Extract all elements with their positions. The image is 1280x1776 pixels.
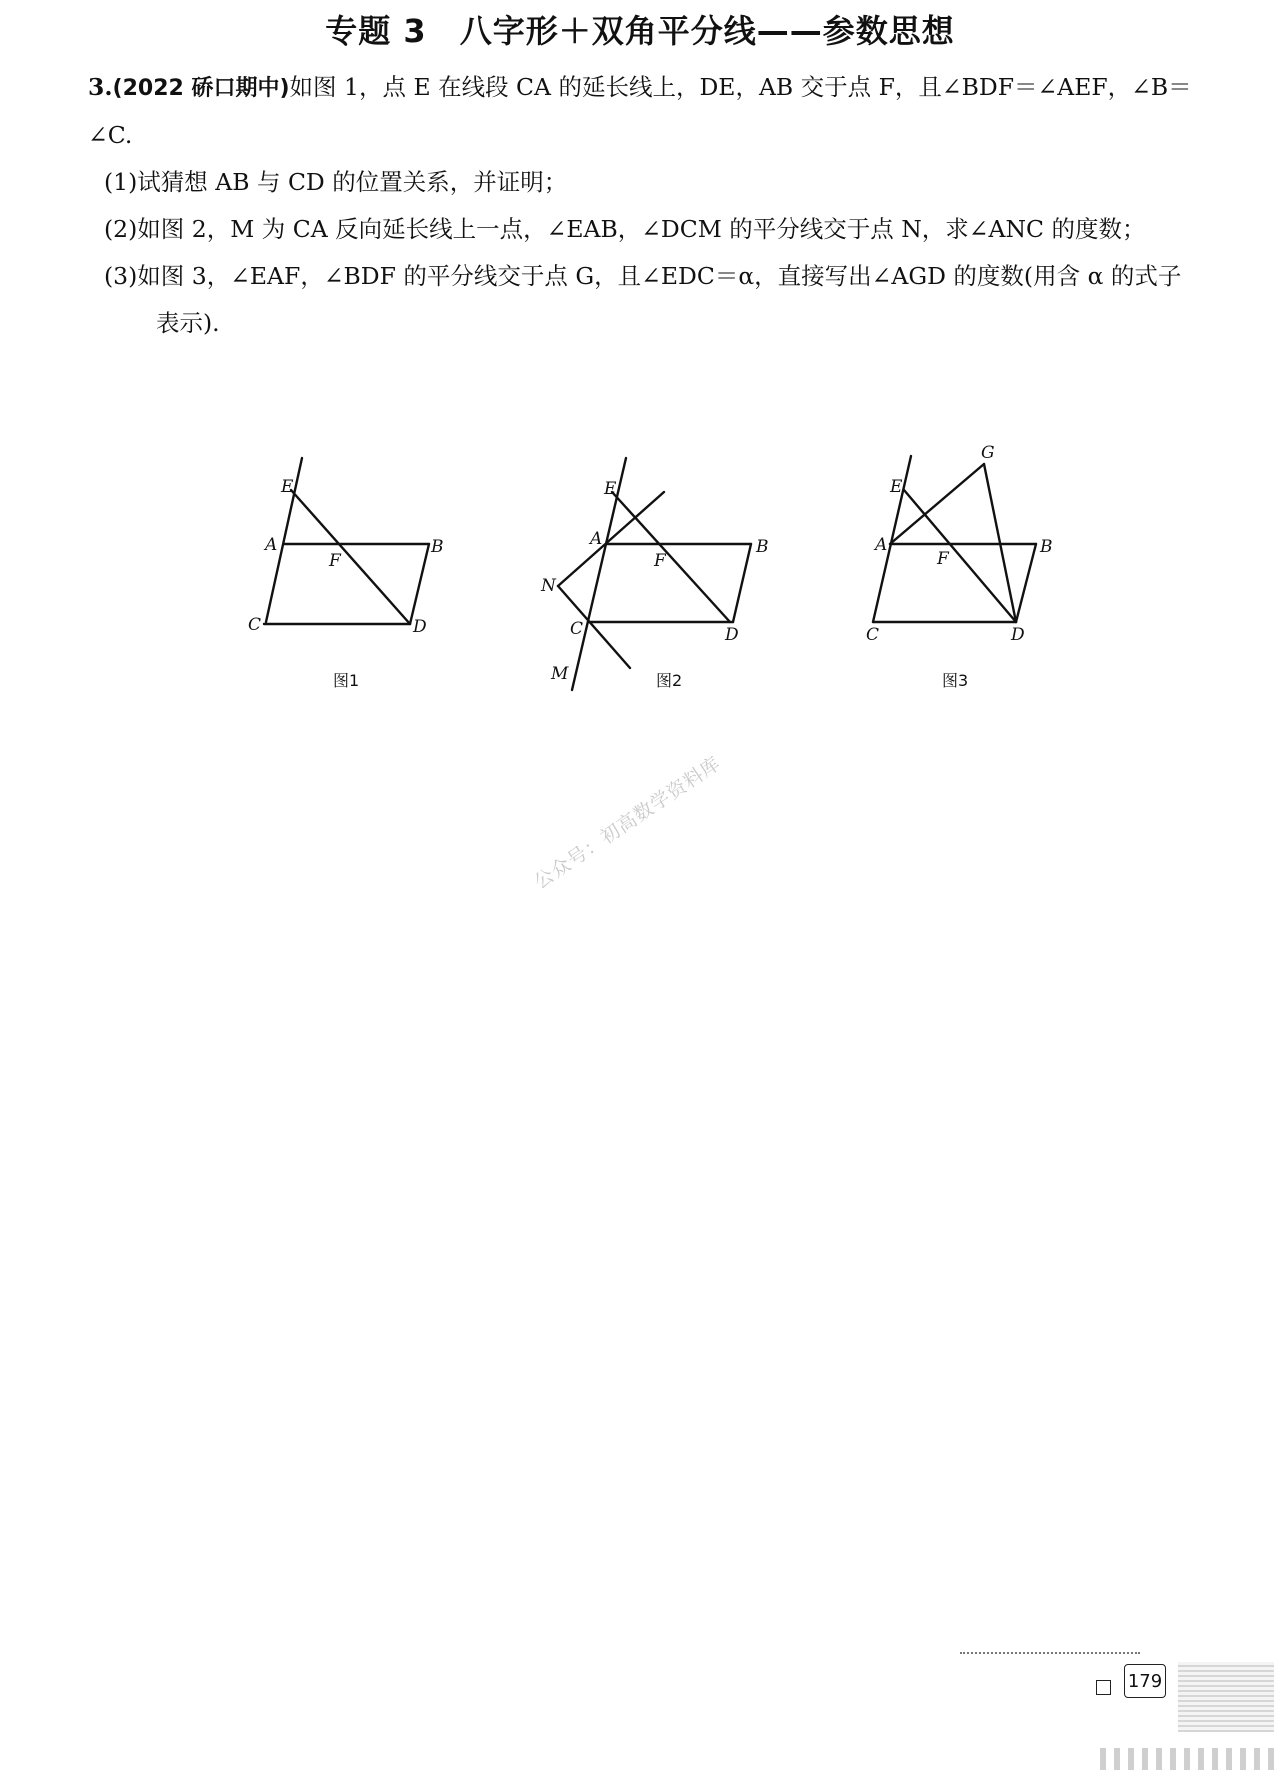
- label-n: N: [541, 576, 556, 596]
- label-f: F: [654, 551, 666, 571]
- figure-3-caption: 图3: [942, 671, 969, 690]
- figure-3: [866, 443, 1053, 690]
- label-c: C: [570, 619, 584, 639]
- problem-source: (2022 硚口期中): [112, 76, 290, 101]
- question-part-2: (2)如图 2，M 为 CA 反向延长线上一点，∠EAB，∠DCM 的平分线交于点 N，求∠ANC 的度数；: [104, 215, 1146, 243]
- label-d: D: [1011, 625, 1025, 645]
- label-b: B: [756, 537, 769, 557]
- label-a: A: [875, 535, 888, 555]
- label-d: D: [413, 617, 427, 637]
- question-part-3: (3)如图 3，∠EAF，∠BDF 的平分线交于点 G，且∠EDC＝α，直接写出∠AGD 的度数(用含 α 的式子表示).: [104, 262, 1182, 337]
- label-e: E: [890, 477, 903, 497]
- line-ed: [291, 490, 410, 624]
- segment-bd: [410, 544, 429, 624]
- problem-stem-line: [88, 64, 1198, 159]
- label-g: G: [981, 443, 995, 463]
- line-ed: [904, 490, 1016, 622]
- bisector-an: [558, 492, 664, 586]
- label-a: A: [265, 535, 278, 555]
- label-b: B: [431, 537, 444, 557]
- figure-1: [248, 458, 444, 690]
- page-title: 专题 3 八字形＋双角平分线——参数思想: [325, 12, 955, 50]
- label-e: E: [281, 477, 294, 497]
- line-ed: [612, 492, 730, 622]
- label-c: C: [248, 615, 262, 635]
- label-c: C: [866, 625, 880, 645]
- segment-bd: [1016, 544, 1036, 622]
- scan-bottom-decoration: [1100, 1748, 1276, 1770]
- label-b: B: [1040, 537, 1053, 557]
- label-f: F: [329, 551, 341, 571]
- geometry-figures: [0, 430, 1280, 710]
- footer-rule: [960, 1652, 1140, 1654]
- label-f: F: [937, 549, 949, 569]
- problem-number: 3.: [88, 73, 113, 101]
- bisector-ag: [890, 464, 984, 544]
- problem-block: [88, 64, 1198, 347]
- problem-stem: 如图 1，点 E 在线段 CA 的延长线上，DE，AB 交于点 F，且∠BDF＝∠AEF，∠B＝∠C.: [88, 73, 1192, 149]
- label-m: M: [551, 664, 569, 684]
- label-e: E: [604, 479, 617, 499]
- watermark-text: 公众号：初高数学资料库: [530, 752, 725, 894]
- label-a: A: [590, 529, 603, 549]
- page-number: 179: [1124, 1664, 1166, 1698]
- segment-bd: [733, 544, 751, 622]
- question-part-1: (1)试猜想 AB 与 CD 的位置关系，并证明；: [104, 168, 568, 196]
- figure-2-caption: 图2: [656, 671, 683, 690]
- scan-edge-decoration: [1178, 1662, 1274, 1732]
- page-marker-icon: [1096, 1680, 1111, 1695]
- label-d: D: [725, 625, 739, 645]
- figure-1-caption: 图1: [333, 671, 360, 690]
- figure-2: [540, 458, 769, 690]
- figures-row: [0, 430, 1280, 710]
